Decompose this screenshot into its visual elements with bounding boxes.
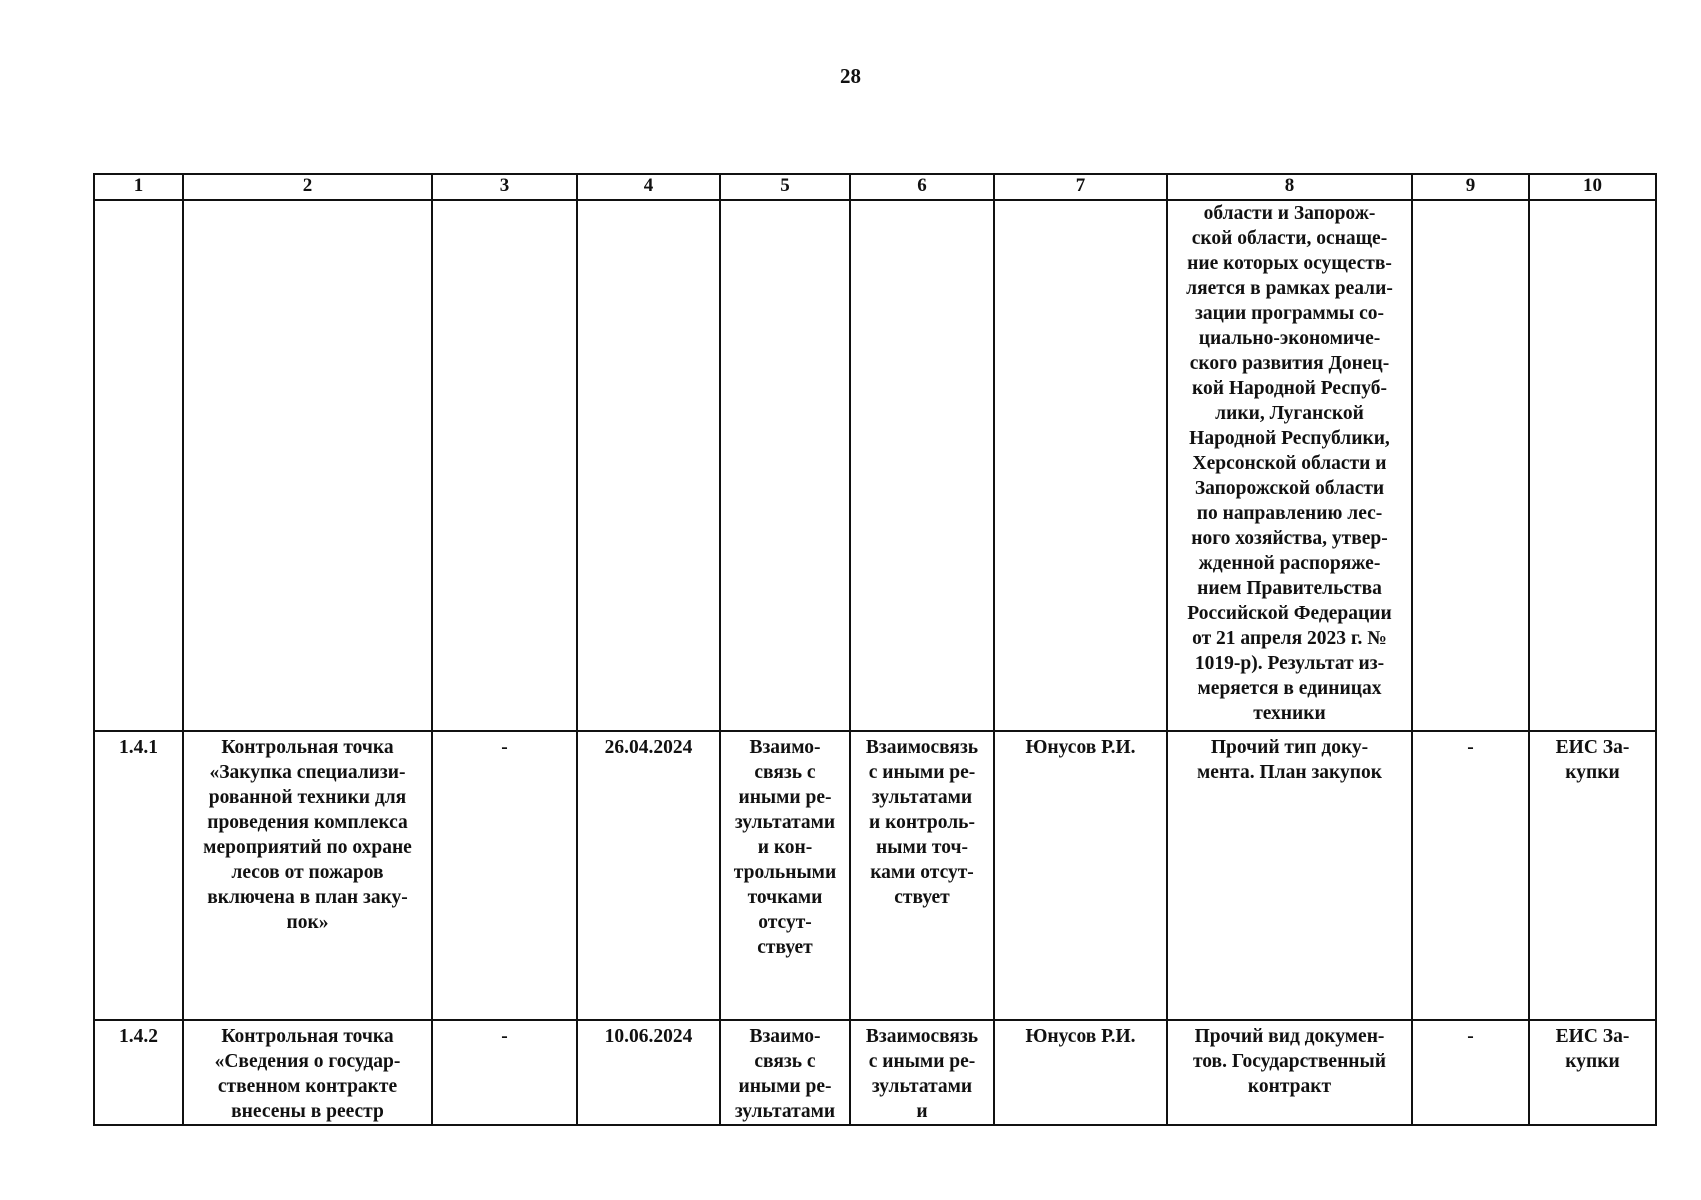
column-number-6: 6 [850, 174, 994, 200]
column-number-10: 10 [1529, 174, 1656, 200]
column-number-3: 3 [432, 174, 577, 200]
table-row-1-4-1 [94, 731, 1656, 1020]
cell-relation-1: Взаимо- связь с иными ре- зультатами [720, 1020, 850, 1125]
cell-relation-1 [720, 200, 850, 731]
cell-relation-2: Взаимосвязь с иными ре- зультатами и контроль- ными точ- ками отсут- ствует [850, 731, 994, 1020]
cell-system: ЕИС За- купки [1529, 1020, 1656, 1125]
page-number: 28 [840, 64, 861, 88]
cell-relation-2 [850, 200, 994, 731]
column-number-2: 2 [183, 174, 432, 200]
column-number-4: 4 [577, 174, 720, 200]
table-row-1-4-2 [94, 1020, 1656, 1125]
cell-responsible [994, 200, 1167, 731]
cell-col9: - [1412, 731, 1529, 1020]
cell-document-description: Прочий вид докумен- тов. Государственный контракт [1167, 1020, 1412, 1125]
cell-relation-1: Взаимо- связь с иными ре- зультатами и кон- трольными точками отсут- ствует [720, 731, 850, 1020]
cell-col9: - [1412, 1020, 1529, 1125]
cell-document-description: Прочий тип доку- мента. План закупок [1167, 731, 1412, 1020]
cell-col9 [1412, 200, 1529, 731]
cell-number: 1.4.1 [94, 731, 183, 1020]
cell-col3: - [432, 731, 577, 1020]
table-row-continuation [94, 200, 1656, 731]
column-number-8: 8 [1167, 174, 1412, 200]
cell-relation-2: Взаимосвязь с иными ре- зультатами и [850, 1020, 994, 1125]
cell-system [1529, 200, 1656, 731]
column-number-row [94, 174, 1656, 200]
column-number-5: 5 [720, 174, 850, 200]
cell-system: ЕИС За- купки [1529, 731, 1656, 1020]
document-table [93, 173, 1657, 1126]
cell-col3 [432, 200, 577, 731]
cell-responsible: Юнусов Р.И. [994, 731, 1167, 1020]
cell-name [183, 200, 432, 731]
column-number-7: 7 [994, 174, 1167, 200]
cell-col3: - [432, 1020, 577, 1125]
cell-date [577, 200, 720, 731]
cell-number [94, 200, 183, 731]
cell-date: 10.06.2024 [577, 1020, 720, 1125]
cell-name: Контрольная точка «Закупка специализи- рованной техники для проведения комплекса мероприятий по охране лесов от пожаров включена в план заку- пок» [183, 731, 432, 1020]
column-number-1: 1 [94, 174, 183, 200]
cell-responsible: Юнусов Р.И. [994, 1020, 1167, 1125]
column-number-9: 9 [1412, 174, 1529, 200]
cell-date: 26.04.2024 [577, 731, 720, 1020]
cell-name: Контрольная точка «Сведения о государ- ственном контракте внесены в реестр [183, 1020, 432, 1125]
cell-document-description: области и Запорож- ской области, оснаще- ние которых осуществ- ляется в рамках реали- зации программы со- циально-экономиче- ского развития Донец- кой Народной Респуб- лики, Луганской Народной Республики, Херсонской области и Запорожской области по направлению лес- ного хозяйства, утвер- жденной распоряже- нием Правительства Российской Федерации от 21 апреля 2023 г. № 1019-р). Результат из- меряется в единицах техники [1167, 200, 1412, 731]
cell-number: 1.4.2 [94, 1020, 183, 1125]
